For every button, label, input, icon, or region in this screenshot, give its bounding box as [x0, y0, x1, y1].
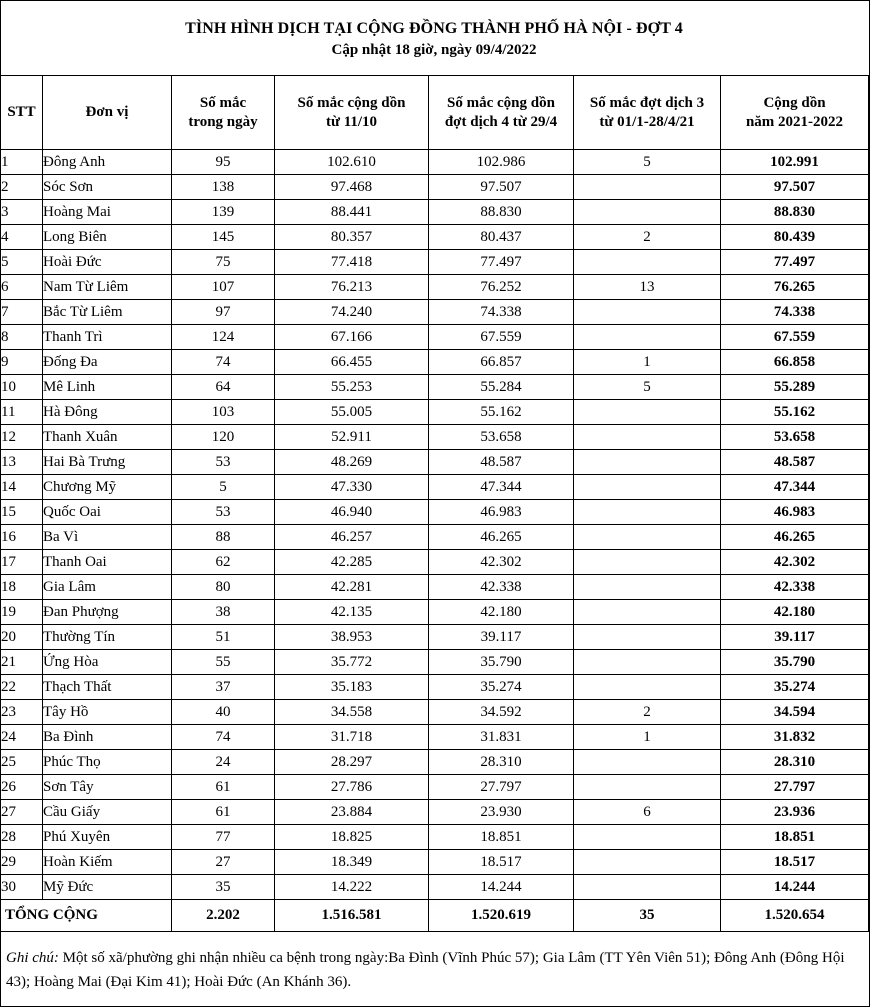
row-stt: 20 [1, 625, 43, 650]
row-wave3-cases: 5 [574, 375, 721, 400]
column-header-line: đợt dịch 4 từ 29/4 [444, 113, 558, 130]
row-cumulative-wave4: 88.830 [429, 200, 574, 225]
row-wave3-cases [574, 175, 721, 200]
row-stt: 25 [1, 750, 43, 775]
row-stt: 8 [1, 325, 43, 350]
row-cumulative-wave4: 76.252 [429, 275, 574, 300]
row-cumulative-2021-2022: 39.117 [721, 625, 869, 650]
table-row [1, 500, 869, 525]
row-stt: 19 [1, 600, 43, 625]
row-cumulative-wave4: 18.517 [429, 850, 574, 875]
row-cumulative-since-1110: 42.135 [275, 600, 429, 625]
table-row [1, 475, 869, 500]
row-wave3-cases: 2 [574, 225, 721, 250]
row-daily-cases: 97 [172, 300, 275, 325]
row-cumulative-since-1110: 35.772 [275, 650, 429, 675]
row-cumulative-2021-2022: 42.180 [721, 600, 869, 625]
row-unit: Phúc Thọ [43, 750, 172, 775]
row-unit: Thanh Trì [43, 325, 172, 350]
table-row [1, 400, 869, 425]
row-wave3-cases [574, 475, 721, 500]
row-cumulative-wave4: 47.344 [429, 475, 574, 500]
row-cumulative-2021-2022: 35.790 [721, 650, 869, 675]
row-unit: Sóc Sơn [43, 175, 172, 200]
row-wave3-cases [574, 450, 721, 475]
row-cumulative-since-1110: 66.455 [275, 350, 429, 375]
column-header-line: Số mắc đợt dịch 3 [589, 94, 705, 111]
row-cumulative-since-1110: 102.610 [275, 150, 429, 175]
row-cumulative-since-1110: 67.166 [275, 325, 429, 350]
row-daily-cases: 80 [172, 575, 275, 600]
total-cell: 1.520.619 [429, 900, 574, 932]
table-row [1, 600, 869, 625]
row-wave3-cases [574, 775, 721, 800]
row-wave3-cases [574, 400, 721, 425]
table-row [1, 550, 869, 575]
row-unit: Thanh Xuân [43, 425, 172, 450]
row-stt: 5 [1, 250, 43, 275]
row-cumulative-wave4: 46.265 [429, 525, 574, 550]
row-wave3-cases: 1 [574, 725, 721, 750]
row-cumulative-since-1110: 46.940 [275, 500, 429, 525]
table-row [1, 450, 869, 475]
row-wave3-cases [574, 250, 721, 275]
row-wave3-cases [574, 675, 721, 700]
total-row [1, 900, 869, 932]
row-cumulative-2021-2022: 55.162 [721, 400, 869, 425]
row-cumulative-since-1110: 42.281 [275, 575, 429, 600]
row-cumulative-since-1110: 28.297 [275, 750, 429, 775]
row-unit: Thanh Oai [43, 550, 172, 575]
table-header-row [1, 76, 869, 150]
row-stt: 28 [1, 825, 43, 850]
row-cumulative-wave4: 74.338 [429, 300, 574, 325]
row-wave3-cases: 6 [574, 800, 721, 825]
row-unit: Gia Lâm [43, 575, 172, 600]
report-header [0, 0, 868, 75]
row-cumulative-wave4: 35.274 [429, 675, 574, 700]
row-daily-cases: 55 [172, 650, 275, 675]
row-cumulative-wave4: 31.831 [429, 725, 574, 750]
row-daily-cases: 103 [172, 400, 275, 425]
row-unit: Long Biên [43, 225, 172, 250]
row-unit: Tây Hồ [43, 700, 172, 725]
row-wave3-cases [574, 325, 721, 350]
table-row [1, 850, 869, 875]
row-daily-cases: 61 [172, 800, 275, 825]
row-wave3-cases [574, 850, 721, 875]
total-cell: 1.516.581 [275, 900, 429, 932]
footnote-text: Một số xã/phường ghi nhận nhiều ca bệnh trong ngày:Ba Đình (Vĩnh Phúc 57); Gia Lâm (TT Yên Viên 51); Đông Anh (Đông Hội 43); Hoàng Mai (Đại Kim 41); Hoài Đức (An Khánh 36). [6, 950, 845, 990]
row-cumulative-2021-2022: 88.830 [721, 200, 869, 225]
row-unit: Mê Linh [43, 375, 172, 400]
report-subtitle: Cập nhật 18 giờ, ngày 09/4/2022 [331, 42, 537, 58]
row-cumulative-wave4: 67.559 [429, 325, 574, 350]
row-cumulative-since-1110: 55.253 [275, 375, 429, 400]
row-unit: Đan Phượng [43, 600, 172, 625]
row-wave3-cases: 2 [574, 700, 721, 725]
table-row [1, 175, 869, 200]
total-cell: 2.202 [172, 900, 275, 932]
table-row [1, 725, 869, 750]
row-cumulative-since-1110: 23.884 [275, 800, 429, 825]
covid-cases-table [0, 75, 869, 932]
row-cumulative-wave4: 77.497 [429, 250, 574, 275]
row-cumulative-wave4: 80.437 [429, 225, 574, 250]
table-row [1, 350, 869, 375]
row-unit: Quốc Oai [43, 500, 172, 525]
row-stt: 10 [1, 375, 43, 400]
row-wave3-cases [574, 600, 721, 625]
row-wave3-cases [574, 825, 721, 850]
table-row [1, 650, 869, 675]
row-cumulative-wave4: 23.930 [429, 800, 574, 825]
row-daily-cases: 27 [172, 850, 275, 875]
row-wave3-cases [574, 200, 721, 225]
row-cumulative-2021-2022: 34.594 [721, 700, 869, 725]
row-stt: 12 [1, 425, 43, 450]
table-row [1, 775, 869, 800]
column-header-line: từ 01/1-28/4/21 [599, 113, 695, 130]
row-stt: 29 [1, 850, 43, 875]
row-wave3-cases: 1 [574, 350, 721, 375]
row-daily-cases: 61 [172, 775, 275, 800]
row-cumulative-since-1110: 31.718 [275, 725, 429, 750]
header-unit [43, 76, 172, 150]
row-unit: Mỹ Đức [43, 875, 172, 900]
row-cumulative-wave4: 66.857 [429, 350, 574, 375]
row-cumulative-2021-2022: 97.507 [721, 175, 869, 200]
row-daily-cases: 5 [172, 475, 275, 500]
row-daily-cases: 95 [172, 150, 275, 175]
row-wave3-cases [574, 500, 721, 525]
header-cumulative-2021-2022 [721, 76, 869, 150]
table-row [1, 250, 869, 275]
total-cell: 35 [574, 900, 721, 932]
row-unit: Bắc Từ Liêm [43, 300, 172, 325]
row-stt: 9 [1, 350, 43, 375]
row-stt: 22 [1, 675, 43, 700]
row-unit: Hai Bà Trưng [43, 450, 172, 475]
row-unit: Hoàn Kiếm [43, 850, 172, 875]
table-row [1, 425, 869, 450]
row-stt: 15 [1, 500, 43, 525]
row-unit: Nam Từ Liêm [43, 275, 172, 300]
row-cumulative-wave4: 55.162 [429, 400, 574, 425]
row-unit: Cầu Giấy [43, 800, 172, 825]
row-daily-cases: 138 [172, 175, 275, 200]
row-cumulative-2021-2022: 66.858 [721, 350, 869, 375]
row-cumulative-since-1110: 52.911 [275, 425, 429, 450]
row-stt: 6 [1, 275, 43, 300]
row-stt: 13 [1, 450, 43, 475]
row-daily-cases: 62 [172, 550, 275, 575]
row-daily-cases: 74 [172, 725, 275, 750]
table-row [1, 375, 869, 400]
row-daily-cases: 124 [172, 325, 275, 350]
row-stt: 17 [1, 550, 43, 575]
row-cumulative-2021-2022: 80.439 [721, 225, 869, 250]
row-daily-cases: 145 [172, 225, 275, 250]
row-cumulative-wave4: 34.592 [429, 700, 574, 725]
row-cumulative-2021-2022: 74.338 [721, 300, 869, 325]
table-row [1, 325, 869, 350]
row-stt: 3 [1, 200, 43, 225]
footnote-label: Ghi chú: [6, 950, 59, 966]
column-header-line: STT [7, 104, 36, 120]
row-unit: Ba Đình [43, 725, 172, 750]
row-stt: 1 [1, 150, 43, 175]
row-stt: 11 [1, 400, 43, 425]
row-wave3-cases: 13 [574, 275, 721, 300]
row-unit: Chương Mỹ [43, 475, 172, 500]
row-wave3-cases [574, 550, 721, 575]
row-stt: 16 [1, 525, 43, 550]
table-row [1, 625, 869, 650]
row-cumulative-2021-2022: 46.265 [721, 525, 869, 550]
row-cumulative-wave4: 28.310 [429, 750, 574, 775]
row-stt: 26 [1, 775, 43, 800]
row-unit: Hoàng Mai [43, 200, 172, 225]
column-header-line: Đơn vị [85, 104, 129, 120]
row-wave3-cases: 5 [574, 150, 721, 175]
row-cumulative-2021-2022: 47.344 [721, 475, 869, 500]
report-title: TÌNH HÌNH DỊCH TẠI CỘNG ĐỒNG THÀNH PHỐ HÀ NỘI - ĐỢT 4 [185, 20, 683, 37]
row-cumulative-wave4: 27.797 [429, 775, 574, 800]
row-stt: 7 [1, 300, 43, 325]
row-stt: 27 [1, 800, 43, 825]
table-body [1, 150, 869, 900]
row-cumulative-wave4: 97.507 [429, 175, 574, 200]
row-cumulative-wave4: 35.790 [429, 650, 574, 675]
footnote [6, 946, 862, 994]
row-stt: 18 [1, 575, 43, 600]
row-cumulative-since-1110: 47.330 [275, 475, 429, 500]
row-cumulative-since-1110: 18.825 [275, 825, 429, 850]
row-cumulative-wave4: 55.284 [429, 375, 574, 400]
row-cumulative-wave4: 102.986 [429, 150, 574, 175]
row-unit: Hà Đông [43, 400, 172, 425]
column-header-line: từ 11/10 [325, 113, 378, 130]
row-cumulative-since-1110: 55.005 [275, 400, 429, 425]
row-stt: 2 [1, 175, 43, 200]
row-wave3-cases [574, 575, 721, 600]
table-row [1, 675, 869, 700]
row-cumulative-wave4: 42.302 [429, 550, 574, 575]
row-cumulative-wave4: 42.338 [429, 575, 574, 600]
row-daily-cases: 35 [172, 875, 275, 900]
column-header-line: Cộng dồn [763, 94, 826, 111]
row-unit: Phú Xuyên [43, 825, 172, 850]
row-daily-cases: 77 [172, 825, 275, 850]
column-header-line: năm 2021-2022 [745, 113, 844, 130]
row-cumulative-since-1110: 48.269 [275, 450, 429, 475]
row-cumulative-since-1110: 88.441 [275, 200, 429, 225]
row-cumulative-since-1110: 46.257 [275, 525, 429, 550]
row-cumulative-since-1110: 14.222 [275, 875, 429, 900]
row-cumulative-2021-2022: 35.274 [721, 675, 869, 700]
row-daily-cases: 24 [172, 750, 275, 775]
row-cumulative-2021-2022: 18.851 [721, 825, 869, 850]
row-cumulative-2021-2022: 67.559 [721, 325, 869, 350]
row-wave3-cases [574, 625, 721, 650]
column-header-line: Số mắc cộng dồn [447, 94, 555, 111]
row-cumulative-2021-2022: 42.338 [721, 575, 869, 600]
table-row [1, 200, 869, 225]
header-stt [1, 76, 43, 150]
table-row [1, 800, 869, 825]
row-cumulative-2021-2022: 18.517 [721, 850, 869, 875]
row-cumulative-wave4: 46.983 [429, 500, 574, 525]
row-cumulative-since-1110: 27.786 [275, 775, 429, 800]
row-cumulative-2021-2022: 42.302 [721, 550, 869, 575]
header-daily-cases [172, 76, 275, 150]
row-cumulative-2021-2022: 23.936 [721, 800, 869, 825]
table-row [1, 150, 869, 175]
row-cumulative-2021-2022: 77.497 [721, 250, 869, 275]
row-daily-cases: 120 [172, 425, 275, 450]
row-wave3-cases [574, 300, 721, 325]
table-row [1, 225, 869, 250]
row-unit: Ứng Hòa [43, 650, 172, 675]
row-daily-cases: 51 [172, 625, 275, 650]
row-cumulative-2021-2022: 76.265 [721, 275, 869, 300]
row-cumulative-2021-2022: 27.797 [721, 775, 869, 800]
row-wave3-cases [574, 650, 721, 675]
row-daily-cases: 88 [172, 525, 275, 550]
table-row [1, 750, 869, 775]
row-daily-cases: 37 [172, 675, 275, 700]
row-daily-cases: 64 [172, 375, 275, 400]
table-row [1, 575, 869, 600]
row-cumulative-since-1110: 42.285 [275, 550, 429, 575]
row-daily-cases: 38 [172, 600, 275, 625]
row-daily-cases: 53 [172, 500, 275, 525]
row-daily-cases: 139 [172, 200, 275, 225]
row-cumulative-2021-2022: 53.658 [721, 425, 869, 450]
header-cumulative-wave4 [429, 76, 574, 150]
total-label: TỔNG CỘNG [1, 900, 172, 932]
column-header-line: Số mắc [199, 94, 247, 111]
row-unit: Thạch Thất [43, 675, 172, 700]
row-stt: 21 [1, 650, 43, 675]
row-cumulative-since-1110: 74.240 [275, 300, 429, 325]
column-header-line: Số mắc cộng dồn [297, 94, 406, 111]
header-cumulative-since-1110 [275, 76, 429, 150]
row-daily-cases: 74 [172, 350, 275, 375]
row-cumulative-wave4: 39.117 [429, 625, 574, 650]
row-stt: 24 [1, 725, 43, 750]
row-cumulative-wave4: 42.180 [429, 600, 574, 625]
row-wave3-cases [574, 750, 721, 775]
row-cumulative-2021-2022: 28.310 [721, 750, 869, 775]
column-header-line: trong ngày [188, 113, 258, 130]
row-unit: Thường Tín [43, 625, 172, 650]
table-row [1, 700, 869, 725]
table-row [1, 825, 869, 850]
row-cumulative-wave4: 53.658 [429, 425, 574, 450]
row-cumulative-2021-2022: 48.587 [721, 450, 869, 475]
row-unit: Sơn Tây [43, 775, 172, 800]
row-cumulative-since-1110: 35.183 [275, 675, 429, 700]
row-stt: 23 [1, 700, 43, 725]
row-cumulative-since-1110: 97.468 [275, 175, 429, 200]
row-cumulative-since-1110: 76.213 [275, 275, 429, 300]
row-daily-cases: 75 [172, 250, 275, 275]
row-stt: 30 [1, 875, 43, 900]
row-unit: Ba Vì [43, 525, 172, 550]
row-daily-cases: 40 [172, 700, 275, 725]
row-cumulative-since-1110: 80.357 [275, 225, 429, 250]
row-cumulative-wave4: 14.244 [429, 875, 574, 900]
row-unit: Hoài Đức [43, 250, 172, 275]
row-cumulative-since-1110: 18.349 [275, 850, 429, 875]
row-stt: 4 [1, 225, 43, 250]
row-cumulative-2021-2022: 14.244 [721, 875, 869, 900]
row-cumulative-since-1110: 38.953 [275, 625, 429, 650]
row-stt: 14 [1, 475, 43, 500]
table-row [1, 300, 869, 325]
row-cumulative-2021-2022: 55.289 [721, 375, 869, 400]
row-unit: Đống Đa [43, 350, 172, 375]
row-cumulative-wave4: 48.587 [429, 450, 574, 475]
row-daily-cases: 53 [172, 450, 275, 475]
table-row [1, 875, 869, 900]
total-cell: 1.520.654 [721, 900, 869, 932]
row-daily-cases: 107 [172, 275, 275, 300]
header-wave3-cases [574, 76, 721, 150]
row-cumulative-wave4: 18.851 [429, 825, 574, 850]
table-row [1, 275, 869, 300]
row-wave3-cases [574, 875, 721, 900]
row-wave3-cases [574, 425, 721, 450]
row-cumulative-since-1110: 77.418 [275, 250, 429, 275]
row-cumulative-2021-2022: 46.983 [721, 500, 869, 525]
table-row [1, 525, 869, 550]
row-wave3-cases [574, 525, 721, 550]
row-cumulative-since-1110: 34.558 [275, 700, 429, 725]
row-cumulative-2021-2022: 31.832 [721, 725, 869, 750]
row-cumulative-2021-2022: 102.991 [721, 150, 869, 175]
row-unit: Đông Anh [43, 150, 172, 175]
